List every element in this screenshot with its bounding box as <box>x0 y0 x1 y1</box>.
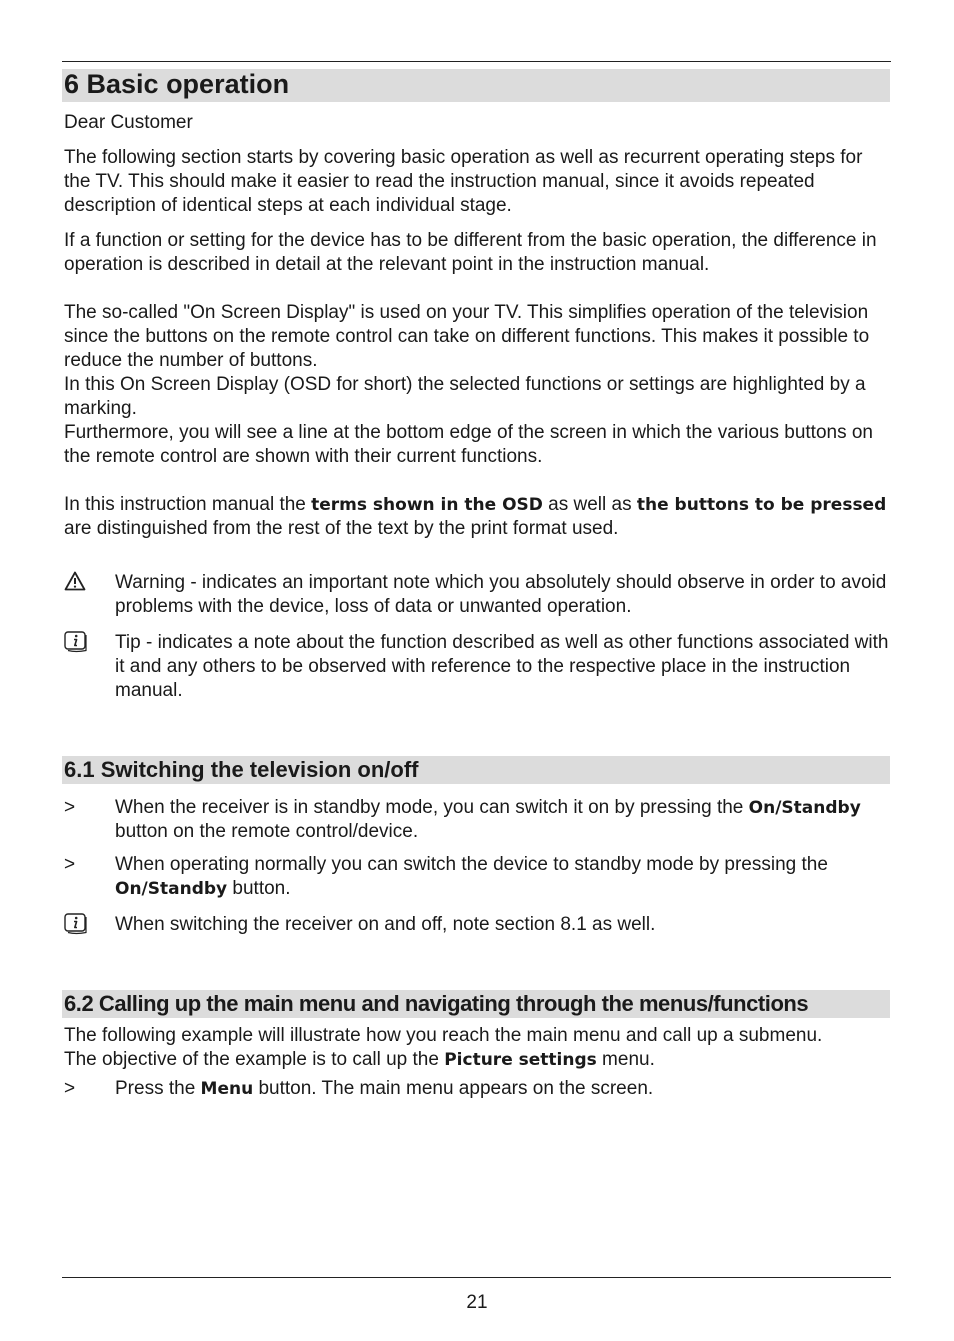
bold-button-menu: Menu <box>200 1079 254 1099</box>
list-marker: > <box>64 797 76 818</box>
list-marker: > <box>64 854 76 875</box>
print-format-paragraph: In this instruction manual the terms shown in the OSD as well as the buttons to be pressed are distinguished from the rest of the text by the print format used. <box>64 494 887 539</box>
menu-intro <box>64 1024 890 1072</box>
osd-paragraph-b: In this On Screen Display (OSD for short) the selected functions or settings are highlighted by a marking. <box>64 374 866 419</box>
section-title: 6 Basic operation <box>62 69 890 102</box>
bottom-rule <box>62 1277 891 1278</box>
list-marker: > <box>64 1078 76 1099</box>
greeting: Dear Customer <box>64 112 193 133</box>
intro-paragraph-2: If a function or setting for the device has to be different from the basic operation, the difference in operation is described in detail at the relevant point in the instruction manual. <box>64 230 877 275</box>
info-i-icon <box>64 913 88 935</box>
warning-text: Warning - indicates an important note which you absolutely should observe in order to avoid problems with the device, loss of data or unwanted operation. <box>115 572 887 617</box>
bold-button-on-standby: On/Standby <box>748 798 861 818</box>
osd-paragraph <box>64 301 890 469</box>
osd-paragraph-a: The so-called "On Screen Display" is used on your TV. This simplifies operation of the television since the buttons on the remote control can take on different functions. This makes it possible to reduce the number of buttons. <box>64 302 870 371</box>
tip-text: When switching the receiver on and off, note section 8.1 as well. <box>115 914 656 935</box>
intro-paragraph-1: The following section starts by covering basic operation as well as recurrent operating steps for the TV. This should make it easier to read the instruction manual, since it avoids repeated description of identical steps at each individual stage. <box>64 147 863 216</box>
top-rule <box>62 61 891 62</box>
subsection-title-6-1: 6.1 Switching the television on/off <box>62 756 890 784</box>
warning-triangle-icon <box>64 571 86 591</box>
info-i-icon <box>64 631 88 653</box>
tip-text: Tip - indicates a note about the function described as well as other functions associated with it and any others to be observed with reference to the respective place in the instruction manual. <box>115 632 889 701</box>
bold-button-on-standby: On/Standby <box>115 879 228 899</box>
osd-paragraph-c: Furthermore, you will see a line at the bottom edge of the screen in which the various buttons on the remote control are shown with their current functions. <box>64 422 874 467</box>
bold-term-osd: terms shown in the OSD <box>311 495 543 515</box>
menu-intro-line-2: The objective of the example is to call up the Picture settings menu. <box>64 1049 655 1070</box>
subsection-title-6-2: 6.2 Calling up the main menu and navigating through the menus/functions <box>62 990 890 1018</box>
bold-term-buttons: the buttons to be pressed <box>636 495 887 515</box>
bold-term-picture-settings: Picture settings <box>444 1050 597 1070</box>
page-number: 21 <box>466 1292 488 1313</box>
menu-intro-line-1: The following example will illustrate how you reach the main menu and call up a submenu. <box>64 1025 823 1046</box>
